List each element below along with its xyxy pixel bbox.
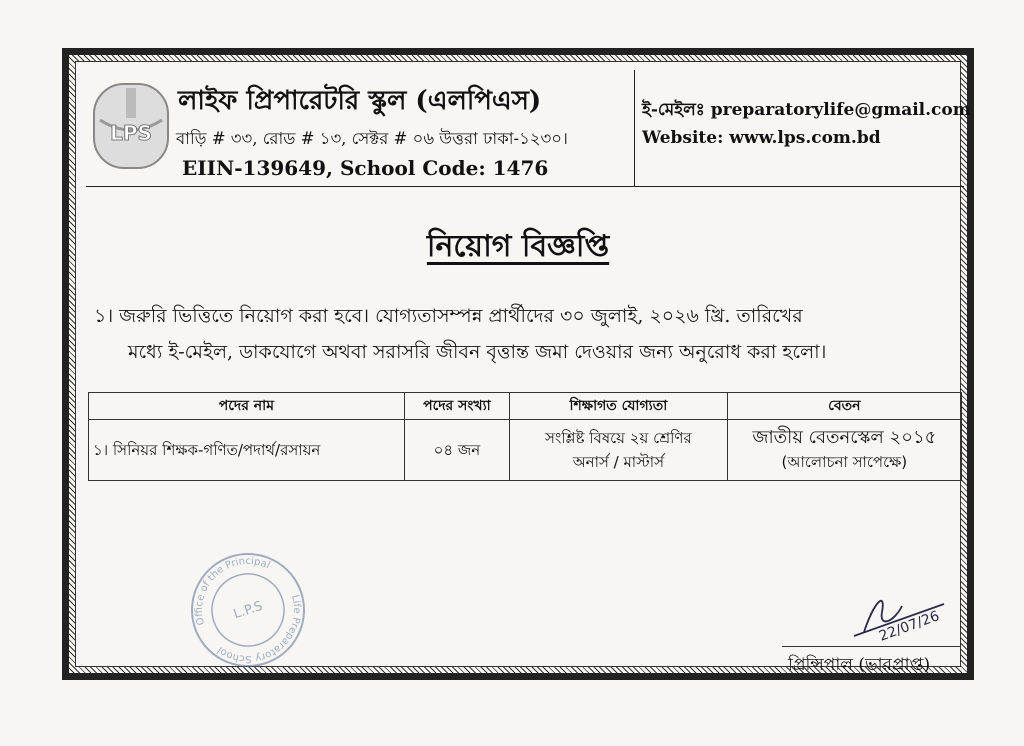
salary-line-1: জাতীয় বেতনস্কেল ২০১৫ — [752, 427, 937, 448]
table-row — [89, 420, 962, 481]
header-post-count: পদের সংখ্যা — [404, 393, 509, 420]
notice-title-wrap — [76, 222, 960, 273]
header-qualification: শিক্ষাগত যোগ্যতা — [510, 393, 728, 420]
letterhead — [86, 70, 971, 187]
signature-date: 22/07/26 — [877, 608, 942, 645]
signature-line — [782, 646, 960, 647]
stamp-center-text: L.P.S — [231, 598, 265, 623]
qualification-line-2: অনার্স / মাস্টার্স — [572, 453, 665, 471]
notice-line-1: ১। জরুরি ভিত্তিতে নিয়োগ করা হবে। যোগ্যতাসম্পন্ন প্রার্থীদের ৩০ জুলাই, ২০২৬ খ্রি. তারিখের — [94, 305, 803, 327]
salary-line-2: (আলোচনা সাপেক্ষে) — [781, 453, 908, 471]
stamp-ring-text-2: Life Preparatory School — [215, 593, 303, 665]
cell-post: ১। সিনিয়র শিক্ষক-গণিত/পদার্থ/রসায়ন — [89, 420, 405, 481]
school-logo-icon — [90, 80, 172, 172]
notice-title: নিয়োগ বিজ্ঞপ্তি — [426, 229, 610, 264]
content-area — [75, 61, 971, 675]
notice-paragraph — [94, 298, 964, 370]
principal-signature-icon — [824, 582, 954, 646]
cell-qualification — [510, 420, 728, 481]
header-post-name: পদের নাম — [89, 393, 405, 420]
contact-website: Website: www.lps.com.bd — [642, 128, 881, 148]
qualification-line-1: সংশ্লিষ্ট বিষয়ে ২য় শ্রেণির — [545, 429, 692, 447]
letterhead-left — [86, 70, 635, 186]
header-salary: বেতন — [727, 393, 961, 420]
eiin-school-code: EIIN-139649, School Code: 1476 — [182, 156, 549, 180]
contact-info — [642, 96, 972, 152]
vacancy-table — [88, 392, 962, 481]
cell-count: ০৪ জন — [404, 420, 509, 481]
table-header-row — [89, 393, 962, 420]
contact-email: ই-মেইলঃ preparatorylife@gmail.com — [642, 100, 971, 120]
signature-label: প্রিন্সিপাল (ভারপ্রাপ্ত) — [788, 655, 931, 675]
notice-line-2: মধ্যে ই-মেইল, ডাকযোগে অথবা সরাসরি জীবন বৃত্তান্ত জমা দেওয়ার জন্য অনুরোধ করা হলো। — [128, 341, 827, 363]
decorative-border — [62, 48, 974, 680]
school-name: লাইফ প্রিপারেটরি স্কুল (এলপিএস) — [178, 86, 542, 116]
cell-salary — [727, 420, 961, 481]
stamp-ring-text: Office of the Principal — [193, 555, 272, 627]
school-address: বাড়ি # ৩৩, রোড # ১৩, সেক্টর # ০৬ উত্তরা ঢাকা-১২৩০। — [176, 129, 568, 148]
logo-text: LPS — [110, 121, 152, 145]
official-stamp-icon — [188, 550, 308, 670]
